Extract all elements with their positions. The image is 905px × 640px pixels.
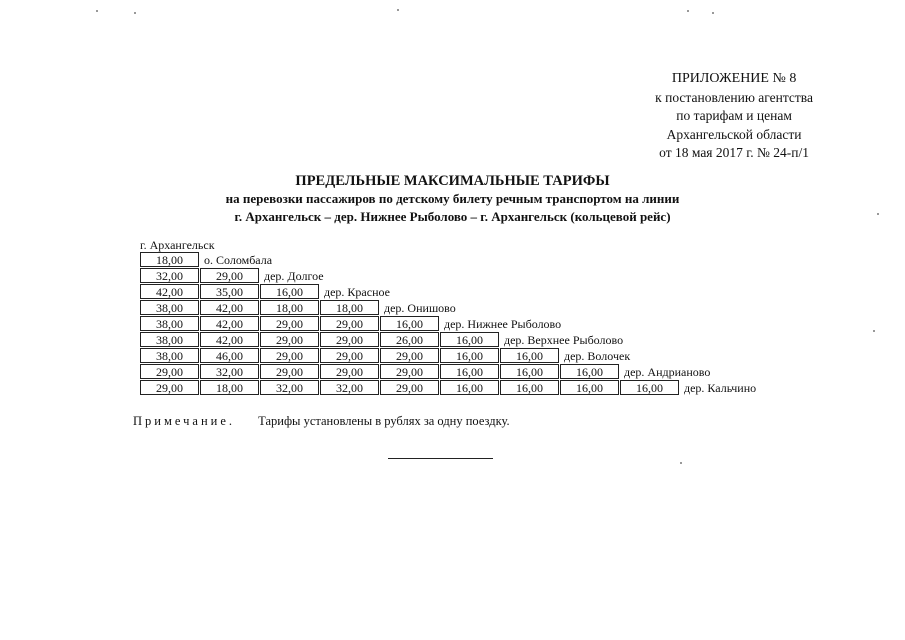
fare-cell: 29,00 [140,380,199,395]
fare-cell: 29,00 [380,348,439,363]
fare-cell: 16,00 [260,284,319,299]
fare-cell: 38,00 [140,300,199,315]
fare-cell: 38,00 [140,348,199,363]
fare-cell: 16,00 [620,380,679,395]
stop-name: дер. Нижнее Рыболово [444,317,562,331]
fare-cell: 29,00 [380,380,439,395]
stop-name: дер. Красное [324,285,390,299]
fare-cell: 29,00 [260,364,319,379]
fare-cell: 26,00 [380,332,439,347]
fare-cell: 16,00 [440,364,499,379]
fare-cell: 32,00 [200,364,259,379]
stop-name: дер. Андрианово [624,365,711,379]
title-main: ПРЕДЕЛЬНЫЕ МАКСИМАЛЬНЫЕ ТАРИФЫ [295,173,610,189]
fare-cell: 29,00 [260,332,319,347]
fare-cell: 29,00 [380,364,439,379]
fare-cell: 18,00 [260,300,319,315]
fare-cell: 16,00 [560,364,619,379]
fare-cell: 42,00 [140,284,199,299]
fare-cell: 42,00 [200,300,259,315]
fare-cell: 32,00 [140,268,199,283]
stop-name: дер. Верхнее Рыболово [504,333,624,347]
appendix-header [655,70,813,163]
fare-cell: 29,00 [320,364,379,379]
fare-cell: 16,00 [560,380,619,395]
fare-cell: 32,00 [320,380,379,395]
fare-cell: 29,00 [320,316,379,331]
fare-cell: 18,00 [140,252,199,267]
fare-cell: 18,00 [200,380,259,395]
appendix-date: от 18 мая 2017 г. № 24-п/1 [659,145,810,160]
first-stop-label: г. Архангельск [140,238,215,252]
fare-cell: 16,00 [440,332,499,347]
stop-name: дер. Волочек [564,349,631,363]
fare-cell: 42,00 [200,316,259,331]
fare-cell: 32,00 [260,380,319,395]
divider-line [388,458,493,459]
stop-name: дер. Онишово [384,301,456,315]
fare-cell: 16,00 [380,316,439,331]
fare-cell: 29,00 [320,332,379,347]
appendix-line: по тарифам и ценам [676,108,792,123]
note-label: Примечание. [133,414,236,428]
appendix-number: ПРИЛОЖЕНИЕ № 8 [671,71,797,86]
title-route: г. Архангельск – дер. Нижнее Рыболово – г. Архангельск (кольцевой рейс) [234,209,671,224]
note-text: Тарифы установлены в рублях за одну поездку. [258,414,510,428]
fare-cell: 16,00 [440,348,499,363]
stop-name: о. Соломбала [204,253,273,267]
fare-cell: 38,00 [140,332,199,347]
appendix-line: Архангельской области [666,126,802,142]
stop-name: дер. Долгое [264,269,324,283]
title-subtitle: на перевозки пассажиров по детскому билету речным транспортом на линии [225,191,680,206]
fare-cell: 29,00 [260,316,319,331]
fare-cell: 29,00 [200,268,259,283]
fare-cell: 46,00 [200,348,259,363]
fare-cell: 29,00 [320,348,379,363]
fare-cell: 29,00 [260,348,319,363]
fare-cell: 35,00 [200,284,259,299]
fare-cell: 18,00 [320,300,379,315]
fare-cell: 16,00 [440,380,499,395]
appendix-line: к постановлению агентства [655,89,813,105]
fare-cell: 42,00 [200,332,259,347]
fare-cell: 16,00 [500,364,559,379]
stop-name: дер. Кальчино [684,381,757,395]
document-title [0,172,905,226]
fare-cell: 16,00 [500,380,559,395]
fare-cell: 29,00 [140,364,199,379]
note [133,414,510,429]
fare-cell: 38,00 [140,316,199,331]
fare-cell: 16,00 [500,348,559,363]
